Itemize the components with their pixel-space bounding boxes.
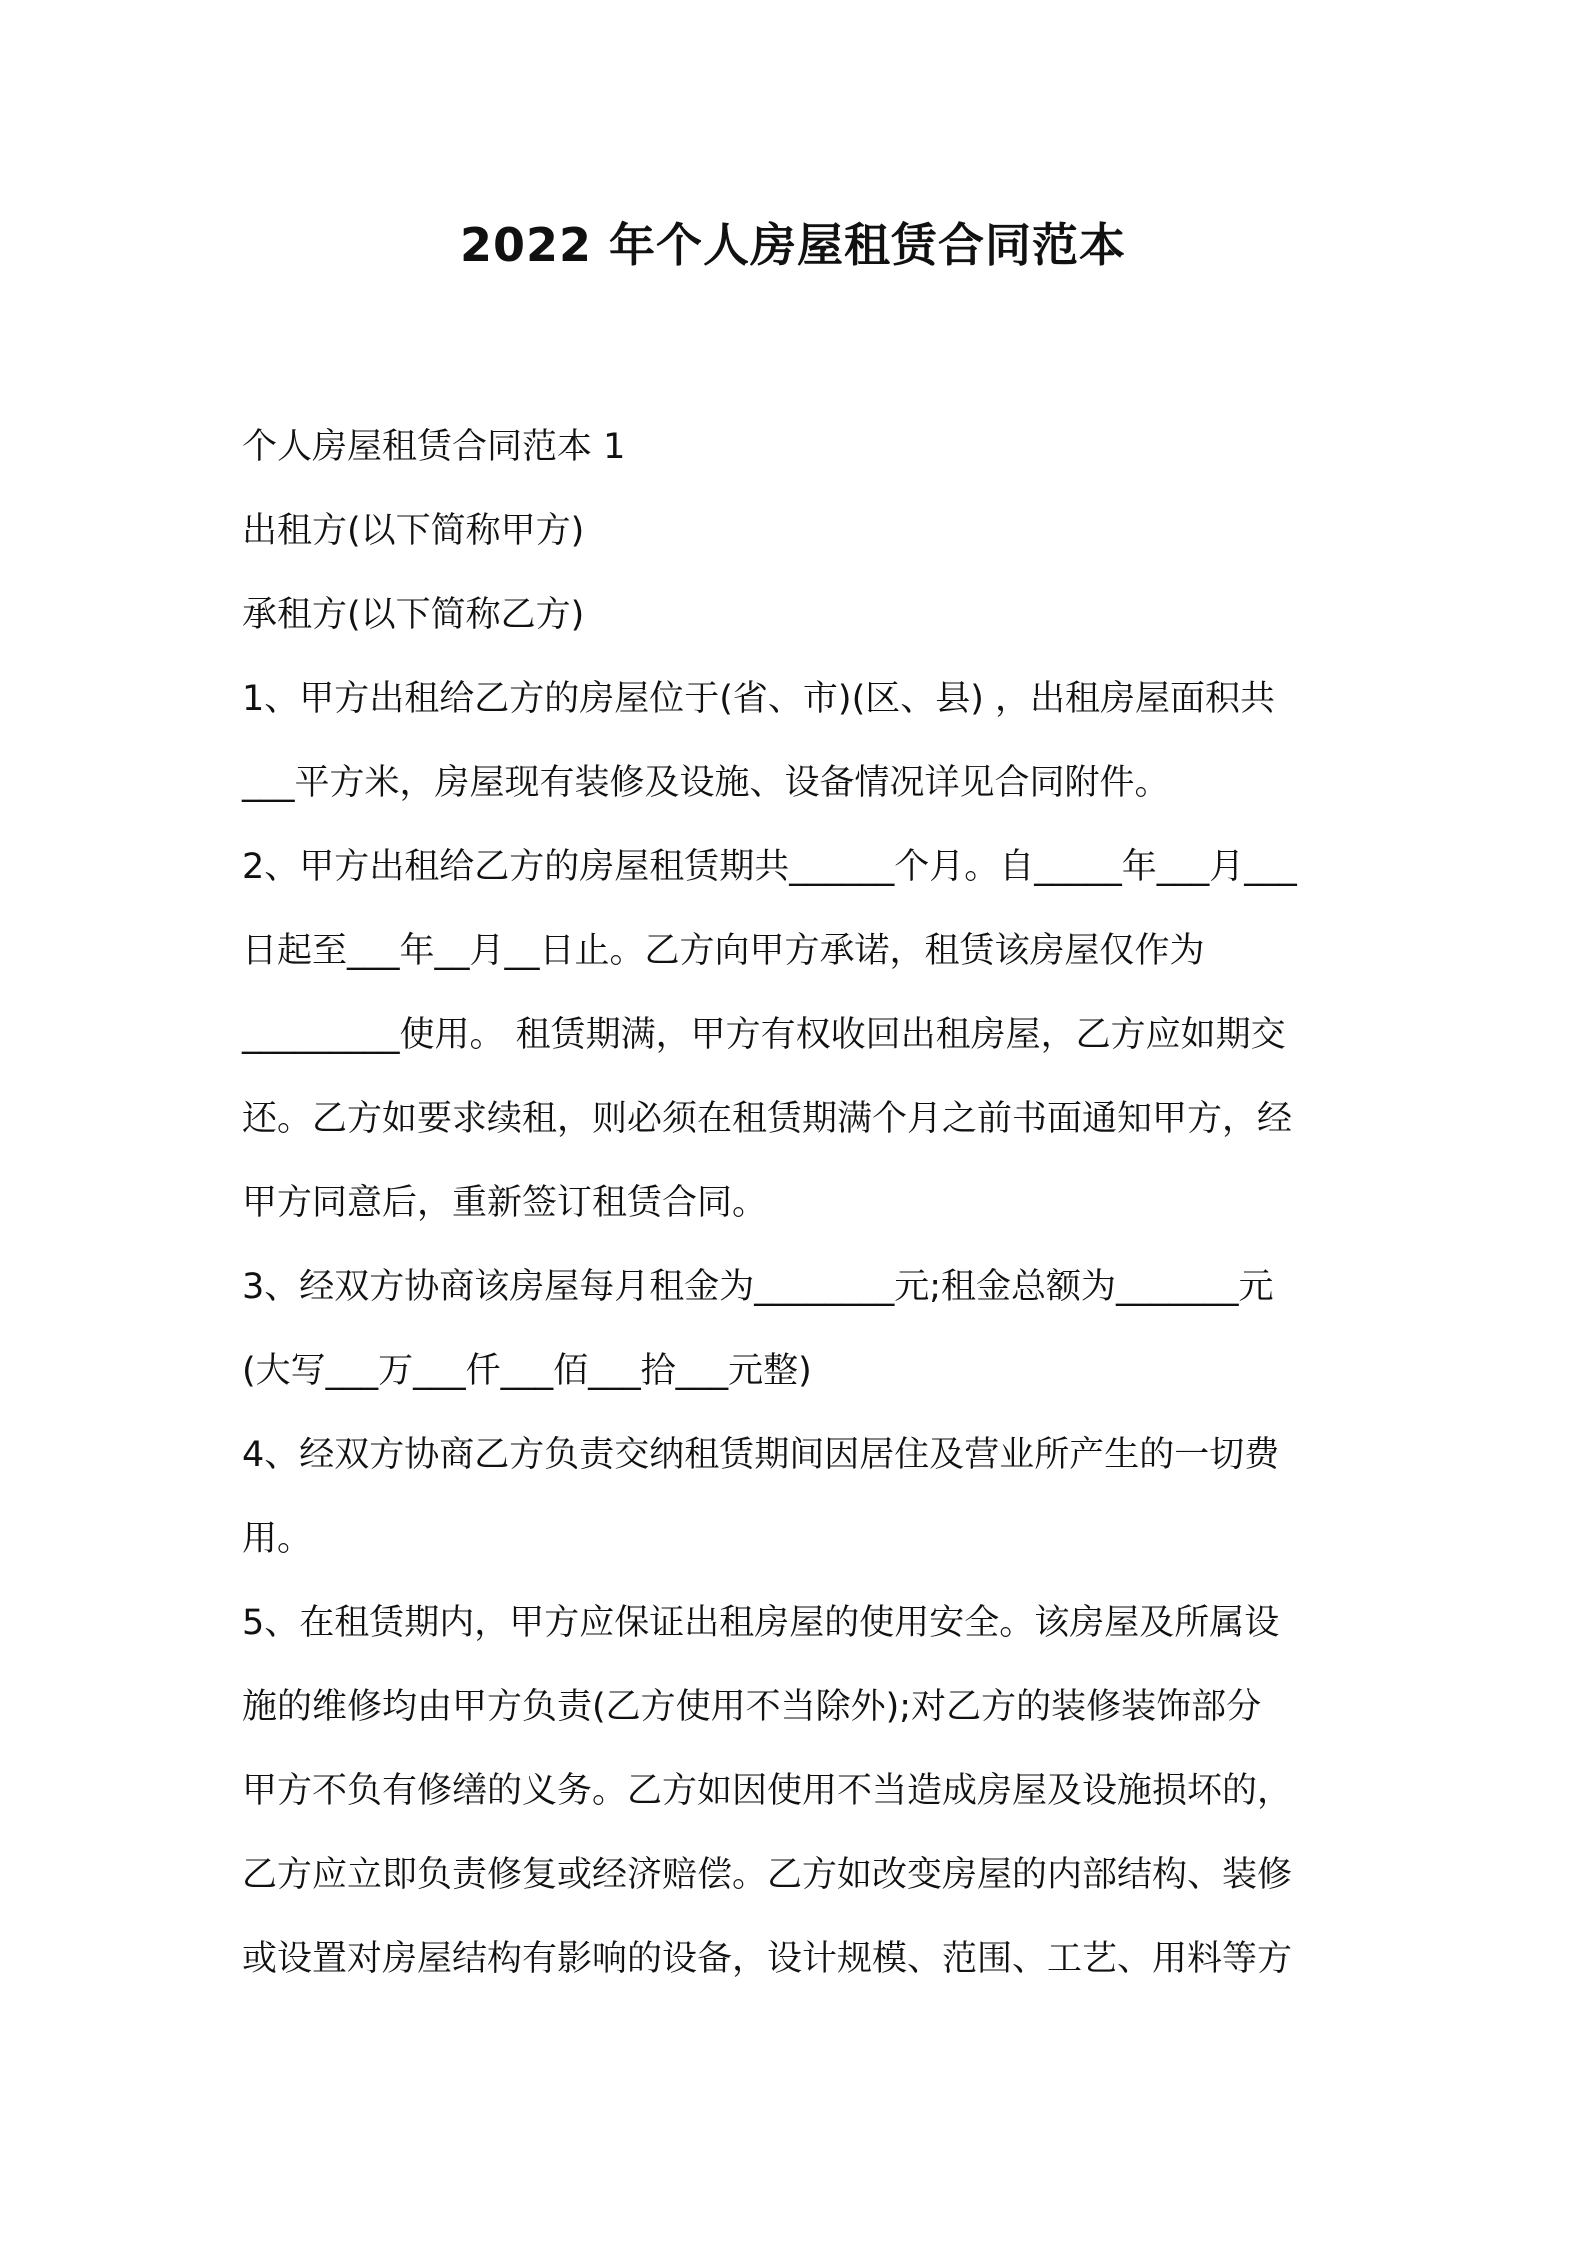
clause-1-line-1: 1、甲方出租给乙方的房屋位于(省、市)(区、县) ，出租房屋面积共 xyxy=(242,679,1276,719)
clause-5-line-1: 5、在租赁期内，甲方应保证出租房屋的使用安全。该房屋及所属设 xyxy=(242,1603,1280,1643)
section-heading: 个人房屋租赁合同范本 1 xyxy=(242,427,626,467)
clause-5-line-3: 甲方不负有修缮的义务。乙方如因使用不当造成房屋及设施损坏的， xyxy=(242,1771,1293,1811)
clause-4-line-2: 用。 xyxy=(242,1519,313,1559)
clause-4-line-1: 4、经双方协商乙方负责交纳租赁期间因居住及营业所产生的一切费 xyxy=(242,1435,1280,1475)
document-body xyxy=(242,405,1362,2001)
lessee-line: 承租方(以下简称乙方) xyxy=(242,595,585,635)
clause-5-line-2: 施的维修均由甲方负责(乙方使用不当除外);对乙方的装修装饰部分 xyxy=(242,1687,1262,1727)
clause-3-line-1: 3、经双方协商该房屋每月租金为________元;租金总额为_______元 xyxy=(242,1267,1274,1307)
clause-2-line-3: _________使用。 租赁期满，甲方有权收回出租房屋，乙方应如期交 xyxy=(242,1015,1286,1055)
clause-5-line-4: 乙方应立即负责修复或经济赔偿。乙方如改变房屋的内部结构、装修 xyxy=(242,1855,1293,1895)
clause-3-line-2: (大写___万___仟___佰___拾___元整) xyxy=(242,1351,812,1391)
clause-1-line-2: ___平方米，房屋现有装修及设施、设备情况详见合同附件。 xyxy=(242,763,1170,803)
clause-2-line-2: 日起至___年__月__日止。乙方向甲方承诺，租赁该房屋仅作为 xyxy=(242,931,1205,971)
clause-2-line-5: 甲方同意后，重新签订租赁合同。 xyxy=(242,1183,768,1223)
lessor-line: 出租方(以下简称甲方) xyxy=(242,511,585,551)
clause-2-line-1: 2、甲方出租给乙方的房屋租赁期共______个月。自_____年___月___ xyxy=(242,847,1297,887)
document-title: 2022 年个人房屋租赁合同范本 xyxy=(459,218,1127,272)
clause-5-line-5: 或设置对房屋结构有影响的设备，设计规模、范围、工艺、用料等方 xyxy=(242,1939,1293,1979)
clause-2-line-4: 还。乙方如要求续租，则必须在租赁期满个月之前书面通知甲方，经 xyxy=(242,1099,1293,1139)
